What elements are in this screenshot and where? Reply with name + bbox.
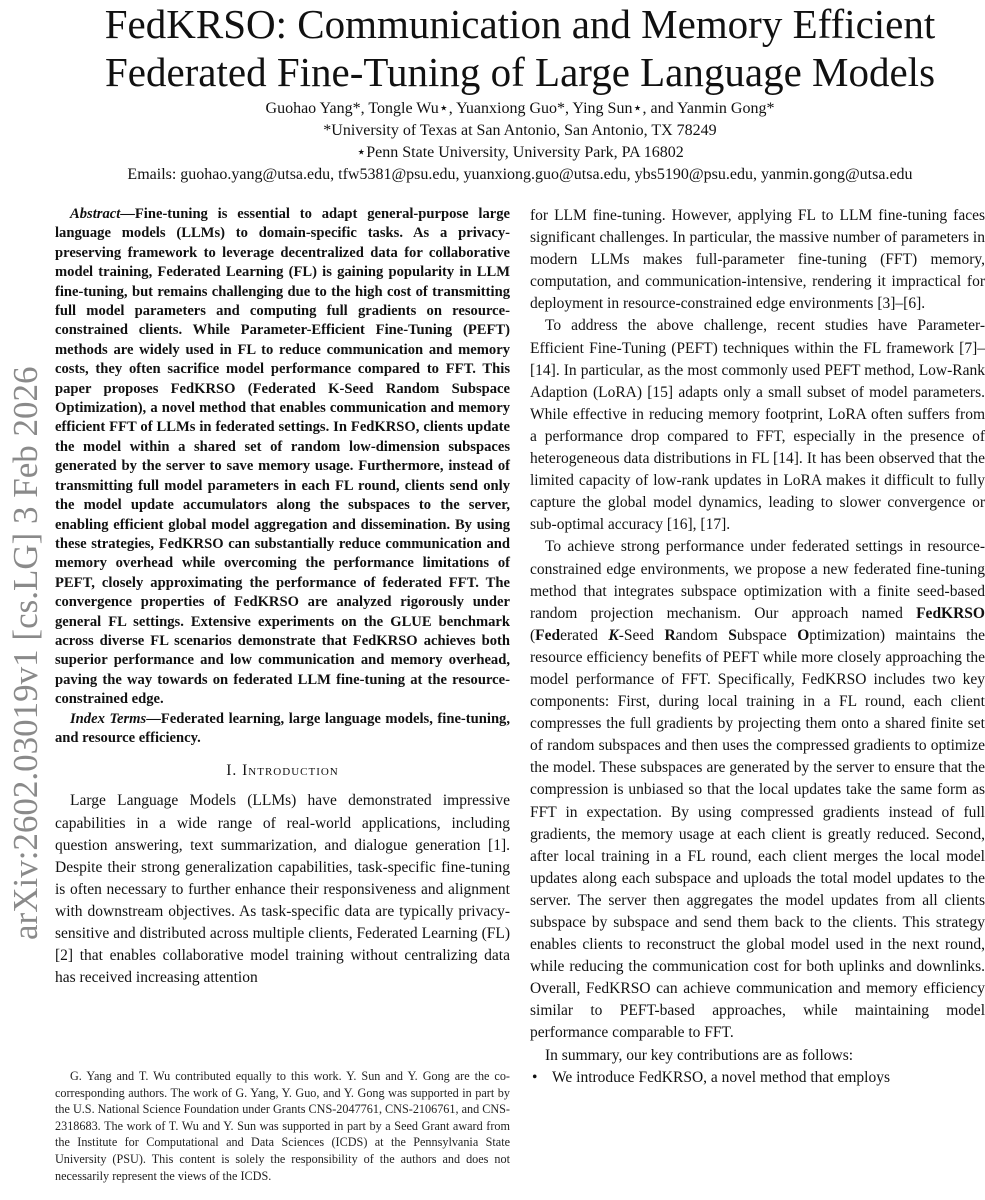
section-heading-introduction: I. Introduction [226,762,339,780]
method-name: FedKRSO [916,604,985,622]
title-line-1: FedKRSO: Communication and Memory Efficient [104,1,936,47]
title-line-2: Federated Fine-Tuning of Large Language Models [104,49,936,95]
contributions-intro: In summary, our key contributions are as follows: [545,1046,854,1064]
intro-paragraph-4 [530,536,985,1044]
intro-paragraph-1: Large Language Models (LLMs) have demonstrated impressive capabilities in a wide range of real-world applications, including question answering, text summarization, and dialogue generation [1]. Despite their strong generalization capabilities, task-specific fine-tuning is often necessary to further enhance their responsiveness and alignment with downstream objectives. As task-specific data are typically privacy-sensitive and distributed across multiple clients, Federated Learning (FL) [2] that enables collaborative model training without centralizing data has received increasing attention [55,792,510,987]
footnote-text: G. Yang and T. Wu contributed equally to this work. Y. Sun and Y. Gong are the co-corresponding authors. The work of G. Yang, Y. Guo, and Y. Gong was supported in part by the U.S. National Science Foundation under Grants CNS-2047761, CNS-2106761, and CNS-2318683. The work of T. Wu and Y. Sun was supported in part by a Seed Grant award from the Institute for Computational and Data Sciences (ICDS) at the Pennsylvania State University (PSU). This content is solely the responsibility of the authors and does not necessarily represent the views of the ICDS. [55,1069,510,1183]
index-terms [55,710,510,749]
paper-title [55,0,985,96]
text-span: -Seed [618,626,665,644]
index-terms-label: Index Terms [70,710,147,727]
footnote [55,1068,510,1184]
author-block [55,98,985,186]
right-column [530,205,985,1089]
acronym-letter: O [797,626,810,644]
acronym-letter: Fed [535,626,561,644]
text-span: andom [675,626,729,644]
acronym-letter: S [728,626,737,644]
index-terms-text: —Federated learning, large language models, fine-tuning, and resource efficiency. [55,710,511,746]
acronym-letter: K [608,626,619,644]
intro-paragraph-2: for LLM fine-tuning. However, applying FL to LLM fine-tuning faces significant challenges. In particular, the massive number of parameters in modern LLMs makes full-parameter fine-tuning (FFT) memory, computation, and communication-intensive, rendering it impractical for deployment in resource-constrained edge environments [3]–[6]. [530,207,985,313]
list-item [532,1067,985,1089]
contribution-1: We introduce FedKRSO, a novel method that employs [552,1068,890,1086]
bullet-icon: • [532,1068,538,1086]
text-span: erated [560,626,609,644]
text-span: ubspace [736,626,798,644]
left-column [55,205,510,989]
author-emails: Emails: guohao.yang@utsa.edu, tfw5381@psu.edu, yuanxiong.guo@utsa.edu, ybs5190@psu.edu, yanmin.gong@utsa.edu [127,166,913,183]
intro-paragraph-3: To address the above challenge, recent studies have Parameter-Efficient Fine-Tuning (PEFT) techniques within the FL framework [7]–[14]. In particular, as the most commonly used PEFT method, Low-Rank Adaption (LoRA) [15] adapts only a small subset of model parameters. While effective in reducing memory footprint, LoRA often suffers from a performance drop compared to FFT, especially in the presence of heterogeneous data distributions in FL [14]. It has been observed that the limited capacity of low-rank updates in LoRA makes it difficult to fully capture the global model dynamics, leading to slower convergence or sub-optimal accuracy [16], [17]. [530,317,985,534]
text-span: ptimization) maintains the resource efficiency benefits of PEFT while more closely approaching the model performance of FFT. Specifically, FedKRSO includes two key components: First, during local training in a FL round, each client compresses the full gradients by projecting them onto a shared finite set of random subspaces and then uses the compressed gradients to optimize the model. These subspaces are generated by the server to ensure that the compression is unbiased so that the local updates take the same form as FFT in expectation. By using compressed gradients instead of full gradients, the memory usage at each client is greatly reduced. Second, after local training in a FL round, each client merges the local model updates along each subspace and uploads the total model updates to the server. The server then aggregates the model updates from all clients subspace by subspace and send them back to the clients. This strategy enables clients to reconstruct the global model used in the next round, while reducing the communication cost for both uplinks and downlinks. Overall, FedKRSO can achieve communication and memory efficiency similar to PEFT-based approaches, while maintaining model performance comparable to FFT. [530,626,985,1042]
contributions-list [530,1067,985,1089]
abstract [55,205,510,710]
abstract-label: Abstract [70,206,121,222]
text-span: To achieve strong performance under federated settings in resource-constrained edge environments, we propose a new federated fine-tuning method that integrates subspace optimization with a finite seed-based random projection mechanism. Our approach named [530,538,985,622]
affiliation-utsa: *University of Texas at San Antonio, San Antonio, TX 78249 [323,122,717,139]
arxiv-identifier: arXiv:2602.03019v1 [cs.LG] 3 Feb 2026 [6,366,45,940]
author-list: Guohao Yang*, Tongle Wu⋆, Yuanxiong Guo*, Ying Sun⋆, and Yanmin Gong* [265,100,775,117]
arxiv-identifier-stamp [6,310,46,940]
affiliation-psu: ⋆Penn State University, University Park, PA 16802 [356,144,684,161]
abstract-text: —Fine-tuning is essential to adapt general-purpose large language models (LLMs) to domain-specific tasks. As a privacy-preserving framework to leverage decentralized data for collaborative model training, Federated Learning (FL) is gaining popularity in LLM fine-tuning, but remains challenging due to the high cost of transmitting full model parameters and computing full gradients on resource-constrained clients. While Parameter-Efficient Fine-Tuning (PEFT) methods are widely used in FL to reduce communication and memory costs, they often sacrifice model performance compared to FFT. This paper proposes FedKRSO (Federated K-Seed Random Subspace Optimization), a novel method that enables communication and memory efficient FFT of LLMs in federated settings. In FedKRSO, clients update the model within a shared set of random low-dimension subspaces generated by the server to save memory usage. Furthermore, instead of transmitting full model parameters in each FL round, clients send only the model update accumulators along the subspaces to the server, enabling efficient global model aggregation and dissemination. By using these strategies, FedKRSO can substantially reduce communication and memory overhead while overcoming the performance limitations of PEFT, closely approximating the performance of federated FFT. The convergence properties of FedKRSO are analyzed rigorously under general FL settings. Extensive experiments on the GLUE benchmark across diverse FL scenarios demonstrate that FedKRSO achieves both superior performance and low communication and memory overhead, paving the way towards on federated LLM fine-tuning at the resource-constrained edge. [55,206,510,708]
text-span: ( [530,626,536,644]
acronym-letter: R [664,626,676,644]
